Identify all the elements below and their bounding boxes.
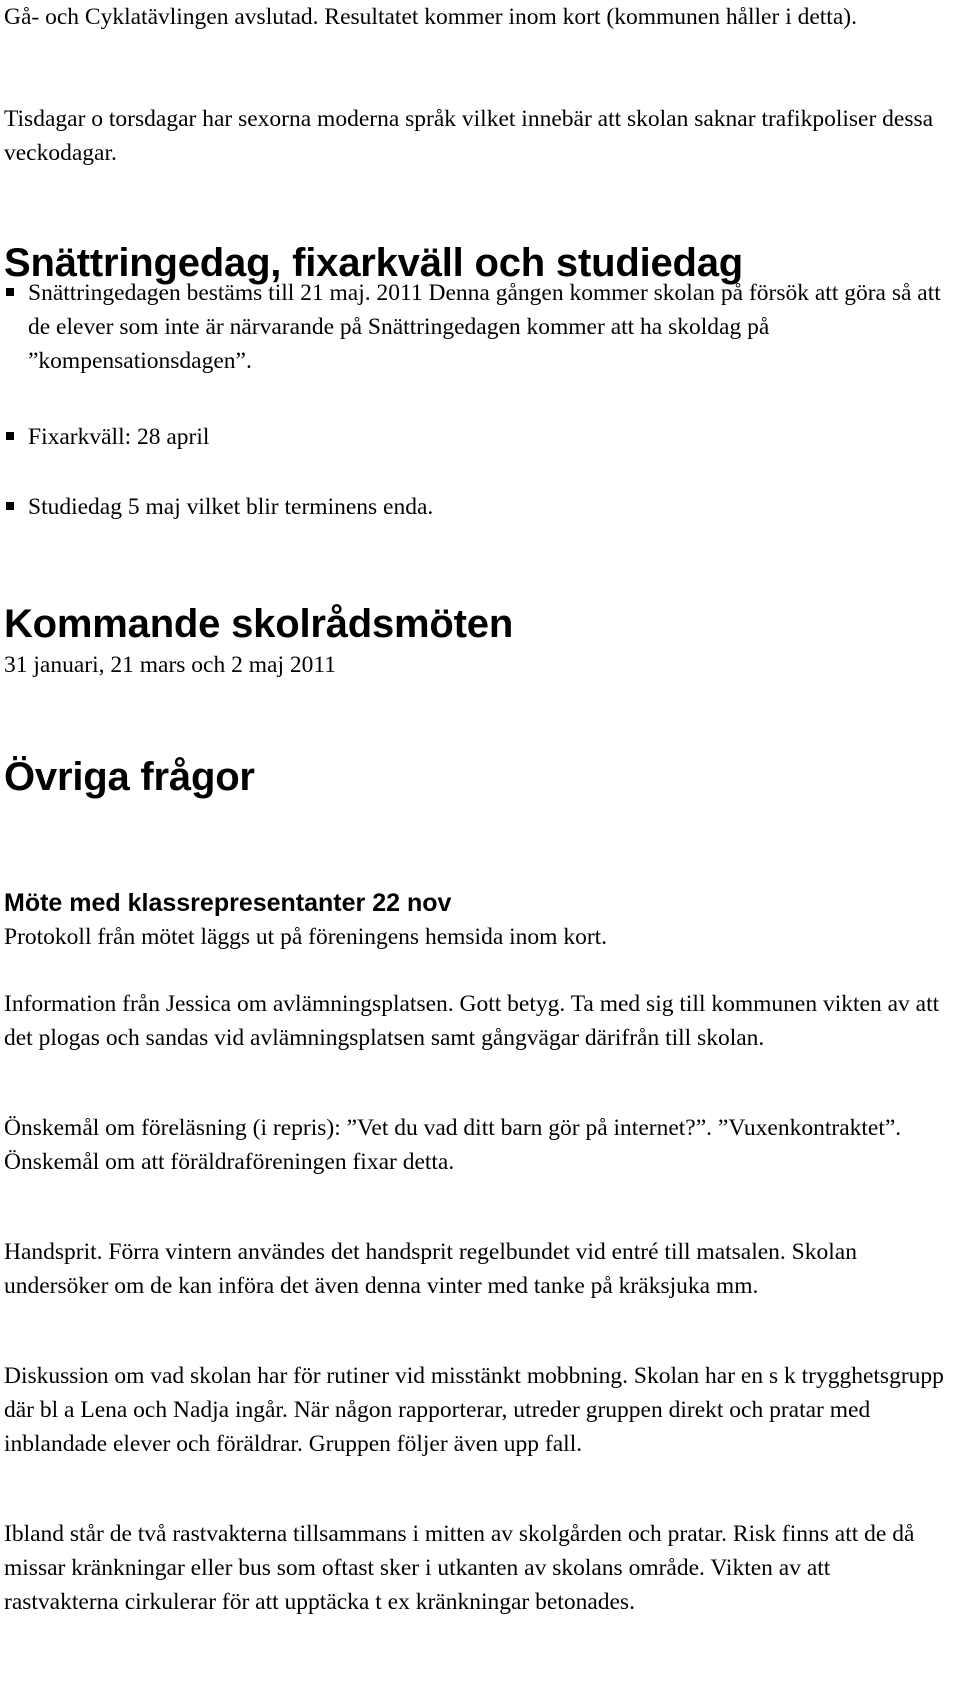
paragraph: Information från Jessica om avlämningsplatsen. Gott betyg. Ta med sig till kommunen vikten av att det plogas och sandas vid avlämningsplatsen samt gångvägar därifrån till skolan. <box>4 991 940 1051</box>
intro-paragraph-1: Gå- och Cyklatävlingen avslutad. Resultatet kommer inom kort (kommunen håller i detta). <box>4 4 857 30</box>
list-item-text: Snättringedagen bestäms till 21 maj. 2011 Denna gången kommer skolan på försök att göra så att de elever som inte är närvarande på Snättringedagen kommer att ha skoldag på ”kompensationsdagen”. <box>28 280 941 374</box>
paragraph: Önskemål om föreläsning (i repris): ”Vet du vad ditt barn gör på internet?”. ”Vuxenkontraktet”. Önskemål om att föräldraföreningen fixar detta. <box>4 1115 902 1175</box>
section-heading-ovriga-fragor: Övriga frågor <box>4 755 255 799</box>
list-item-text: Studiedag 5 maj vilket blir terminens enda. <box>28 494 434 520</box>
meeting-dates: 31 januari, 21 mars och 2 maj 2011 <box>4 652 336 678</box>
list-item <box>4 490 433 524</box>
intro-paragraph-2: Tisdagar o torsdagar har sexorna moderna språk vilket innebär att skolan saknar trafikpoliser dessa veckodagar. <box>4 106 934 166</box>
square-bullet-icon <box>6 288 14 296</box>
paragraph: Diskussion om vad skolan har för rutiner vid misstänkt mobbning. Skolan har en s k trygghetsgrupp där bl a Lena och Nadja ingår. När någon rapporterar, utreder gruppen direkt och pratar med inblandade elever och föräldrar. Gruppen följer även upp fall. <box>4 1363 944 1457</box>
square-bullet-icon <box>6 502 14 510</box>
section-heading-snattringedag: Snättringedag, fixarkväll och studiedag <box>4 241 744 285</box>
list-item <box>4 420 209 454</box>
paragraph: Ibland står de två rastvakterna tillsammans i mitten av skolgården och pratar. Risk finns att de då missar kränkningar eller bus som oftast sker i utkanten av skolans område. Vikten av att rastvakterna cirkulerar för att upptäcka t ex kränkningar betonades. <box>4 1521 915 1615</box>
section-heading-skolradsmoten: Kommande skolrådsmöten <box>4 602 514 646</box>
square-bullet-icon <box>6 432 14 440</box>
list-item-text: Fixarkväll: 28 april <box>28 424 210 450</box>
subheading-mote-klassrepresentanter: Möte med klassrepresentanter 22 nov <box>4 889 452 917</box>
paragraph: Handsprit. Förra vintern användes det handsprit regelbundet vid entré till matsalen. Skolan undersöker om de kan införa det även denna vinter med tanke på kräksjuka mm. <box>4 1239 857 1299</box>
list-item <box>4 276 954 378</box>
paragraph: Protokoll från mötet läggs ut på föreningens hemsida inom kort. <box>4 924 608 950</box>
